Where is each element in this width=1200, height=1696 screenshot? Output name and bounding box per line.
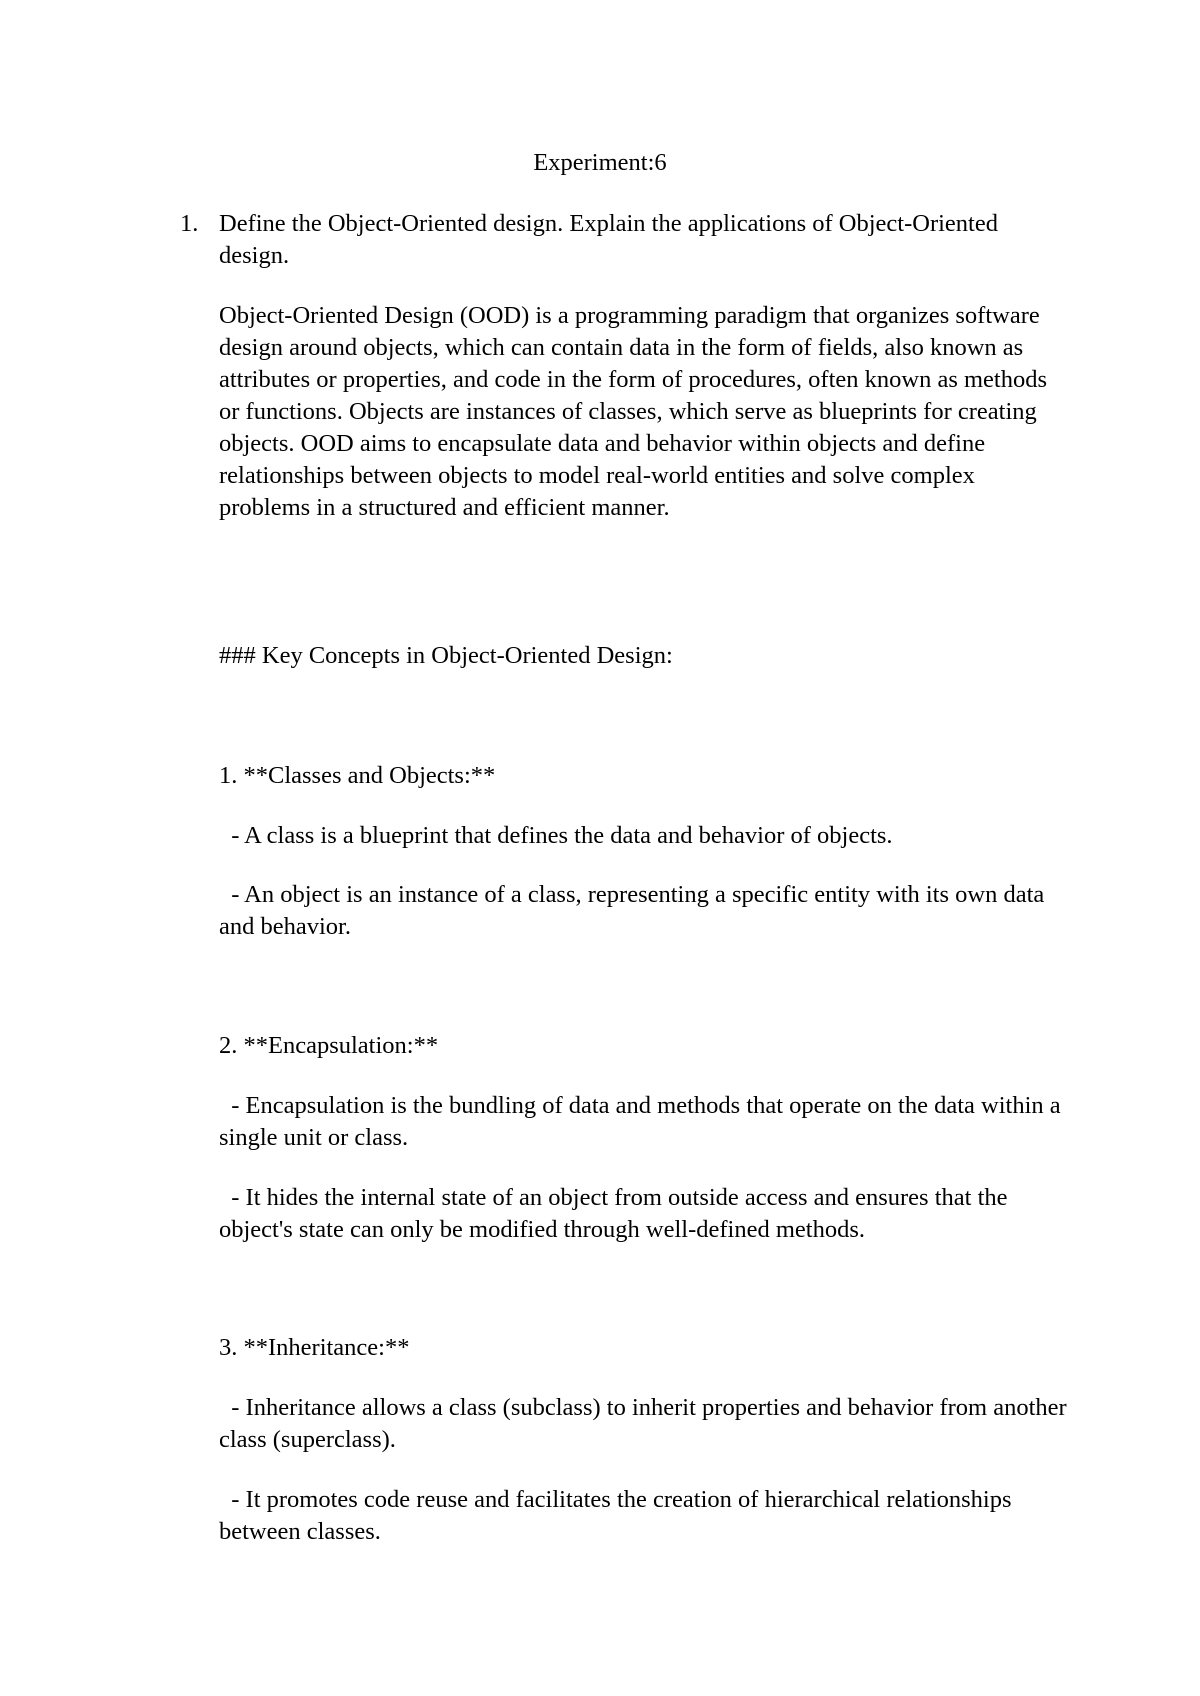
concept-point: - It hides the internal state of an object from outside access and ensures that the object's state can only be modified through well-defined methods.: [219, 1184, 1014, 1243]
concept-heading-classes: 1. **Classes and Objects:**: [219, 762, 496, 789]
concept-point: - Inheritance allows a class (subclass) to inherit properties and behavior from another class (superclass).: [219, 1394, 1073, 1453]
page-title: Experiment:6: [533, 149, 667, 176]
section-heading: ### Key Concepts in Object-Oriented Design:: [219, 642, 673, 669]
intro-paragraph: Object-Oriented Design (OOD) is a programming paradigm that organizes software design around objects, which can contain data in the form of fields, also known as attributes or properties, and code in the form of procedures, often known as methods or functions. Objects are instances of classes, which serve as blueprints for creating objects. OOD aims to encapsulate data and behavior within objects and define relationships between objects to model real-world entities and solve complex problems in a structured and efficient manner.: [219, 302, 1047, 521]
concept-point: - A class is a blueprint that defines the data and behavior of objects.: [219, 822, 893, 849]
concept-point: - Encapsulation is the bundling of data and methods that operate on the data within a single unit or class.: [219, 1092, 1067, 1151]
concept-heading-inheritance: 3. **Inheritance:**: [219, 1334, 410, 1361]
concept-heading-encapsulation: 2. **Encapsulation:**: [219, 1032, 439, 1059]
concept-point: - It promotes code reuse and facilitates the creation of hierarchical relationships between classes.: [219, 1486, 1018, 1545]
concept-point: - An object is an instance of a class, representing a specific entity with its own data and behavior.: [219, 881, 1051, 940]
question-number: 1.: [180, 210, 199, 237]
question-text: Define the Object-Oriented design. Explain the applications of Object-Oriented design.: [219, 210, 998, 269]
